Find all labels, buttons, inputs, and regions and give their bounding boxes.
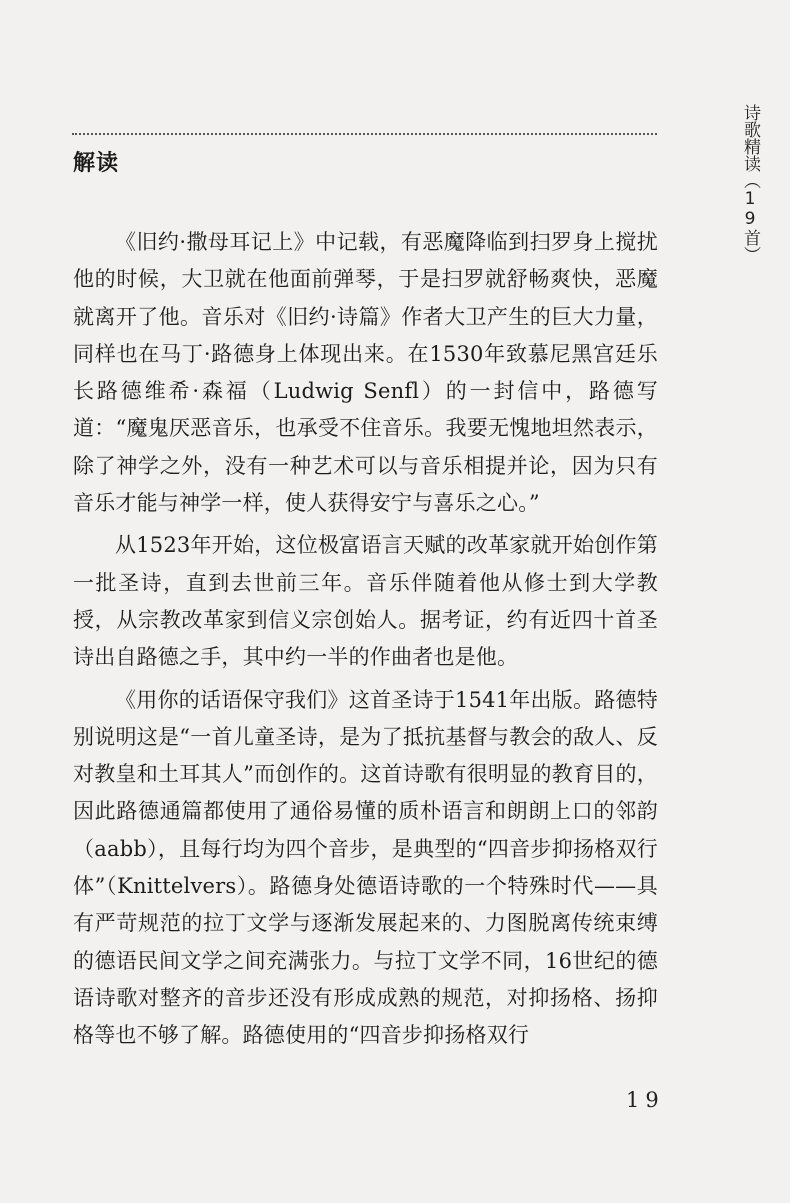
paragraph-2: 从1523年开始，这位极富语言天赋的改革家就开始创作第一批圣诗，直到去世前三年。音乐伴随着他从修士到大学教授，从宗教改革家到信义宗创始人。据考证，约有近四十首圣诗出自路德之手，其中约一半的作曲者也是他。 [73,533,658,670]
side-running-title: 诗歌精读（19首） [740,104,760,263]
body-text [73,224,658,1060]
dotted-divider [72,133,657,135]
paragraph-1: 《旧约·撒母耳记上》中记载，有恶魔降临到扫罗身上搅扰他的时候，大卫就在他面前弹琴，于是扫罗就舒畅爽快，恶魔就离开了他。音乐对《旧约·诗篇》作者大卫产生的巨大力量，同样也在马丁·路德身上体现出来。在1530年致慕尼黑宫廷乐长路德维希·森福（Ludwig Senfl）的一封信中，路德写道：“魔鬼厌恶音乐，也承受不住音乐。我要无愧地坦然表示，除了神学之外，没有一种艺术可以与音乐相提并论，因为只有音乐才能与神学一样，使人获得安宁与喜乐之心。” [73,230,658,516]
paragraph-3: 《用你的话语保守我们》这首圣诗于1541年出版。路德特别说明这是“一首儿童圣诗，是为了抵抗基督与教会的敌人、反对教皇和土耳其人”而创作的。这首诗歌有很明显的教育目的，因此路德通篇都使用了通俗易懂的质朴语言和朗朗上口的邻韵（aabb），且每行均为四个音步，是典型的“四音步抑扬格双行体”（Knittelvers）。路德身处德语诗歌的一个特殊时代——具有严苛规范的拉丁文学与逐渐发展起来的、力图脱离传统束缚的德语民间文学之间充满张力。与拉丁文学不同，16世纪的德语诗歌对整齐的音步还没有形成成熟的规范，对抑扬格、扬抑格等也不够了解。路德使用的“四音步抑扬格双行 [73,687,658,1048]
section-heading: 解读 [73,151,120,176]
page-number: 19 [626,1088,665,1112]
